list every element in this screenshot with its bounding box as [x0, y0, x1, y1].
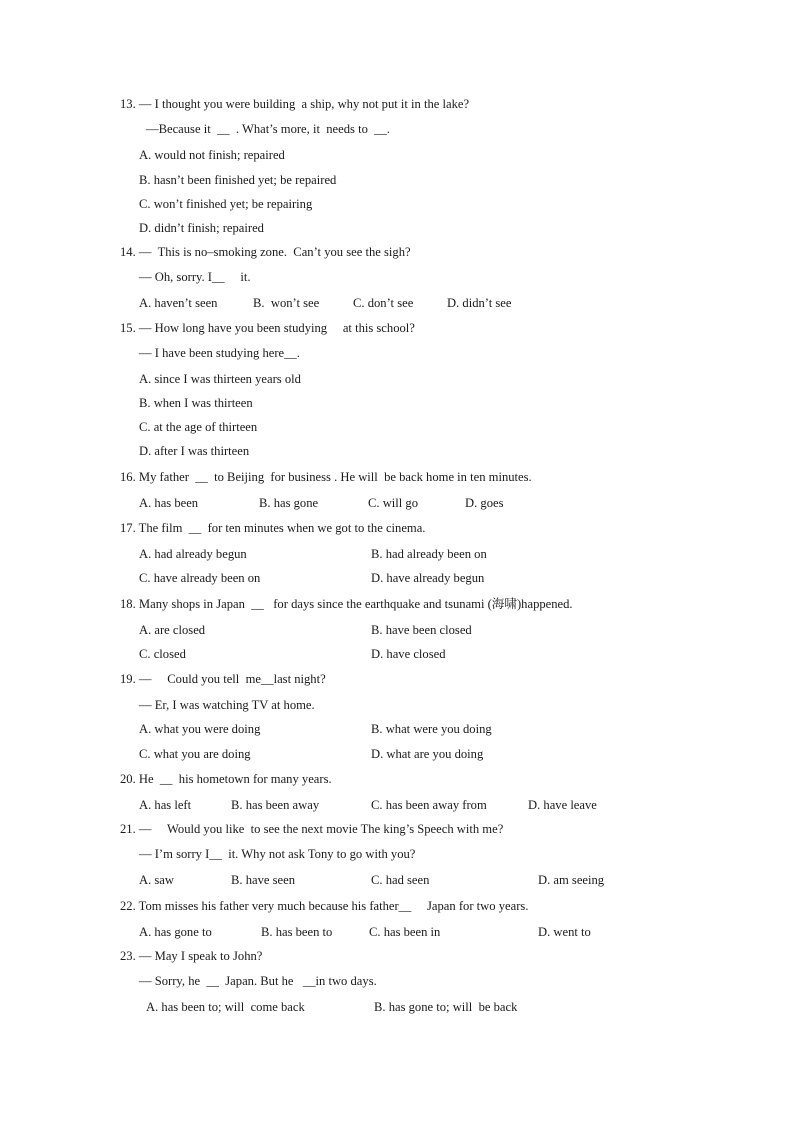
question-text: Many shops in Japan __ for days since the earthquake and tsunami (海啸)happened.: [138, 597, 573, 611]
q13-option-b: B. hasn’t been finished yet; be repaired: [139, 173, 337, 187]
q16-option-a: A. has been: [139, 496, 199, 510]
q23-option-b: B. has gone to; will be back: [374, 1000, 518, 1014]
q19-option-a: A. what you were doing: [139, 722, 261, 736]
q23-stem: [120, 948, 262, 964]
q20-option-d: D. have leave: [528, 798, 597, 812]
q15-option-a: A. since I was thirteen years old: [139, 372, 301, 386]
q15-option-c: C. at the age of thirteen: [139, 420, 258, 434]
q17-option-a: A. had already begun: [139, 547, 247, 561]
q13-stem: [120, 96, 469, 112]
question-text: — Could you tell me__last night?: [138, 672, 326, 686]
q21-option-d: D. am seeing: [538, 873, 605, 887]
question-text: — May I speak to John?: [138, 949, 263, 963]
question-text: — This is no–smoking zone. Can’t you see the sigh?: [138, 245, 411, 259]
q16-option-c: C. will go: [368, 496, 419, 510]
q19-stem: [120, 671, 326, 687]
q18-stem: [120, 596, 573, 612]
q13-option-c: C. won’t finished yet; be repairing: [139, 197, 313, 211]
q17-option-c: C. have already been on: [139, 571, 261, 585]
q14-option-a: A. haven’t seen: [139, 296, 218, 310]
q20-option-a: A. has left: [139, 798, 192, 812]
q19-option-b: B. what were you doing: [371, 722, 492, 736]
q22-option-b: B. has been to: [261, 925, 333, 939]
q18-option-b: B. have been closed: [371, 623, 472, 637]
q22-stem: [120, 898, 528, 914]
q13-option-d: D. didn’t finish; repaired: [139, 221, 264, 235]
q13-reply: —Because it __ . What’s more, it needs to __.: [146, 122, 390, 136]
question-number: 14.: [120, 245, 136, 259]
q15-option-b: B. when I was thirteen: [139, 396, 253, 410]
q14-stem: [120, 244, 411, 260]
question-number: 20.: [120, 772, 136, 786]
q16-option-d: D. goes: [465, 496, 504, 510]
q20-option-b: B. has been away: [231, 798, 320, 812]
question-text: He __ his hometown for many years.: [138, 772, 332, 786]
q14-option-b: B. won’t see: [253, 296, 320, 310]
q19-reply: — Er, I was watching TV at home.: [139, 698, 315, 712]
q22-option-a: A. has gone to: [139, 925, 212, 939]
q21-reply: — I’m sorry I__ it. Why not ask Tony to go with you?: [139, 847, 416, 861]
question-text: Tom misses his father very much because his father__ Japan for two years.: [138, 899, 529, 913]
q21-option-b: B. have seen: [231, 873, 295, 887]
q17-option-b: B. had already been on: [371, 547, 487, 561]
q19-option-d: D. what are you doing: [371, 747, 484, 761]
q18-option-d: D. have closed: [371, 647, 446, 661]
question-number: 21.: [120, 822, 136, 836]
question-number: 13.: [120, 97, 136, 111]
question-number: 15.: [120, 321, 136, 335]
question-text: The film __ for ten minutes when we got to the cinema.: [138, 521, 426, 535]
question-number: 18.: [120, 597, 136, 611]
question-text: — Would you like to see the next movie The king’s Speech with me?: [138, 822, 504, 836]
question-number: 19.: [120, 672, 136, 686]
q16-stem: [120, 469, 532, 485]
q18-option-a: A. are closed: [139, 623, 206, 637]
question-text: My father __ to Beijing for business . He will be back home in ten minutes.: [138, 470, 532, 484]
question-number: 16.: [120, 470, 136, 484]
q20-option-c: C. has been away from: [371, 798, 487, 812]
q18-option-c: C. closed: [139, 647, 186, 661]
question-text: — How long have you been studying at this school?: [138, 321, 415, 335]
q14-option-d: D. didn’t see: [447, 296, 512, 310]
question-text: — I thought you were building a ship, why not put it in the lake?: [138, 97, 470, 111]
question-number: 22.: [120, 899, 136, 913]
q17-stem: [120, 520, 425, 536]
q22-option-d: D. went to: [538, 925, 591, 939]
q23-option-a: A. has been to; will come back: [146, 1000, 305, 1014]
q21-stem: [120, 821, 503, 837]
q14-reply: — Oh, sorry. I__ it.: [139, 270, 251, 284]
q14-option-c: C. don’t see: [353, 296, 414, 310]
q22-option-c: C. has been in: [369, 925, 441, 939]
q13-option-a: A. would not finish; repaired: [139, 148, 285, 162]
q16-option-b: B. has gone: [259, 496, 319, 510]
q17-option-d: D. have already begun: [371, 571, 485, 585]
q15-stem: [120, 320, 415, 336]
q20-stem: [120, 771, 332, 787]
q21-option-a: A. saw: [139, 873, 174, 887]
q15-option-d: D. after I was thirteen: [139, 444, 250, 458]
q23-reply: — Sorry, he __ Japan. But he __in two days.: [139, 974, 377, 988]
q15-reply: — I have been studying here__.: [139, 346, 300, 360]
question-number: 23.: [120, 949, 136, 963]
question-number: 17.: [120, 521, 136, 535]
q21-option-c: C. had seen: [371, 873, 430, 887]
q19-option-c: C. what you are doing: [139, 747, 251, 761]
